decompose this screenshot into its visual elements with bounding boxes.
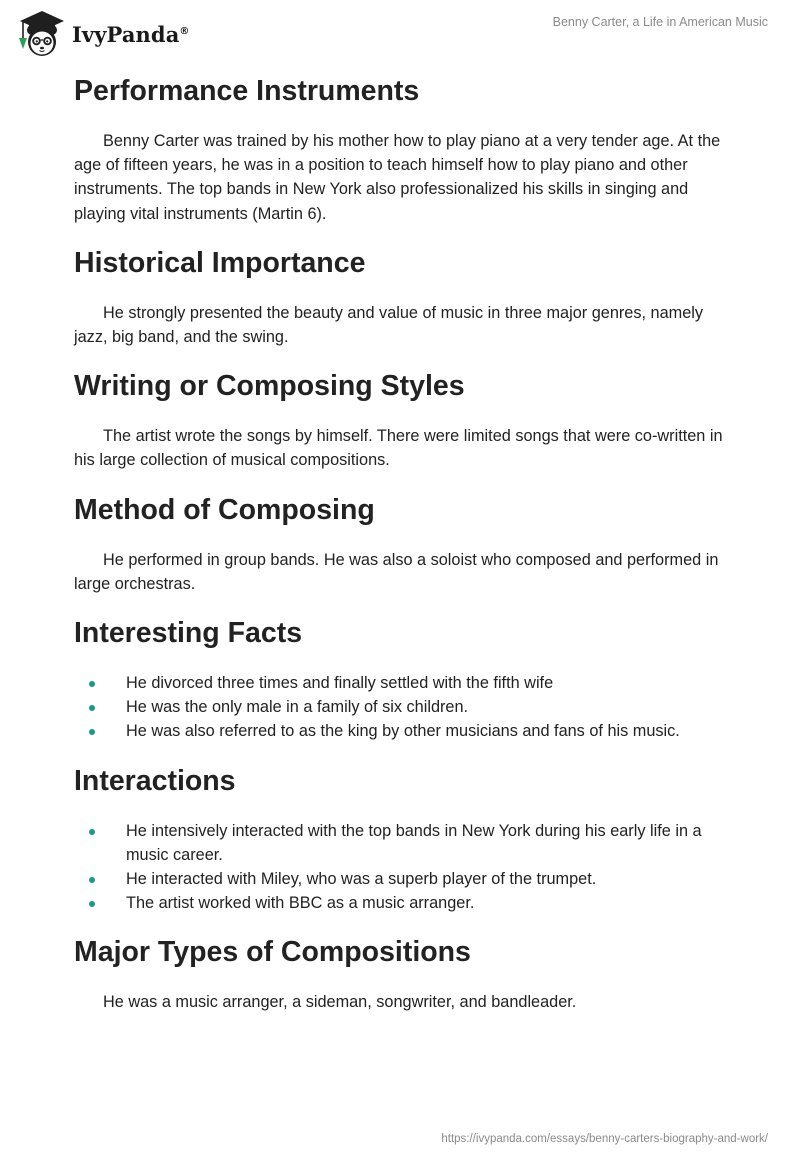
list-item: He was the only male in a family of six children. bbox=[74, 695, 734, 719]
section-heading: Major Types of Compositions bbox=[74, 936, 471, 969]
section-heading: Writing or Composing Styles bbox=[74, 370, 465, 403]
interactions-list bbox=[74, 819, 734, 916]
source-url[interactable]: https://ivypanda.com/essays/benny-carters-biography-and-work/ bbox=[441, 1133, 768, 1145]
list-item: The artist worked with BBC as a music arranger. bbox=[74, 891, 734, 915]
document-title: Benny Carter, a Life in American Music bbox=[552, 15, 768, 29]
bullet-dot bbox=[89, 901, 95, 907]
section-heading: Historical Importance bbox=[74, 246, 366, 279]
facts-list bbox=[74, 671, 734, 744]
section-paragraph: Benny Carter was trained by his mother how to play piano at a very tender age. At the age of fifteen years, he was in a position to teach himself how to play piano and other instruments. The top bands in New York also professionalized his skills in singing and playing vital instruments (Martin 6). bbox=[74, 132, 721, 223]
essay-content bbox=[74, 74, 734, 1015]
bullet-dot bbox=[89, 829, 95, 835]
bullet-dot bbox=[89, 681, 95, 687]
list-item: He was also referred to as the king by other musicians and fans of his music. bbox=[74, 719, 734, 743]
section-heading: Performance Instruments bbox=[74, 75, 420, 107]
ivypanda-logo[interactable] bbox=[12, 8, 190, 58]
logo-wordmark: IvyPanda® bbox=[72, 21, 190, 47]
list-item: He intensively interacted with the top bands in New York during his early life in a music career. bbox=[74, 819, 734, 867]
section-paragraph: The artist wrote the songs by himself. There were limited songs that were co-written in his large collection of musical compositions. bbox=[74, 427, 723, 470]
section-paragraph: He was a music arranger, a sideman, songwriter, and bandleader. bbox=[103, 993, 577, 1012]
page-header bbox=[0, 0, 800, 60]
section-heading: Method of Composing bbox=[74, 493, 375, 526]
bullet-dot bbox=[89, 705, 95, 711]
bullet-dot bbox=[89, 877, 95, 883]
section-heading: Interesting Facts bbox=[74, 617, 303, 650]
list-item: He divorced three times and finally settled with the fifth wife bbox=[74, 671, 734, 695]
section-paragraph: He performed in group bands. He was also a soloist who composed and performed in large orchestras. bbox=[74, 550, 719, 593]
list-item: He interacted with Miley, who was a superb player of the trumpet. bbox=[74, 867, 734, 891]
section-paragraph: He strongly presented the beauty and value of music in three major genres, namely jazz, big band, and the swing. bbox=[74, 303, 704, 347]
panda-graduate-icon bbox=[12, 8, 70, 58]
bullet-dot bbox=[89, 729, 95, 735]
section-heading: Interactions bbox=[74, 764, 236, 797]
